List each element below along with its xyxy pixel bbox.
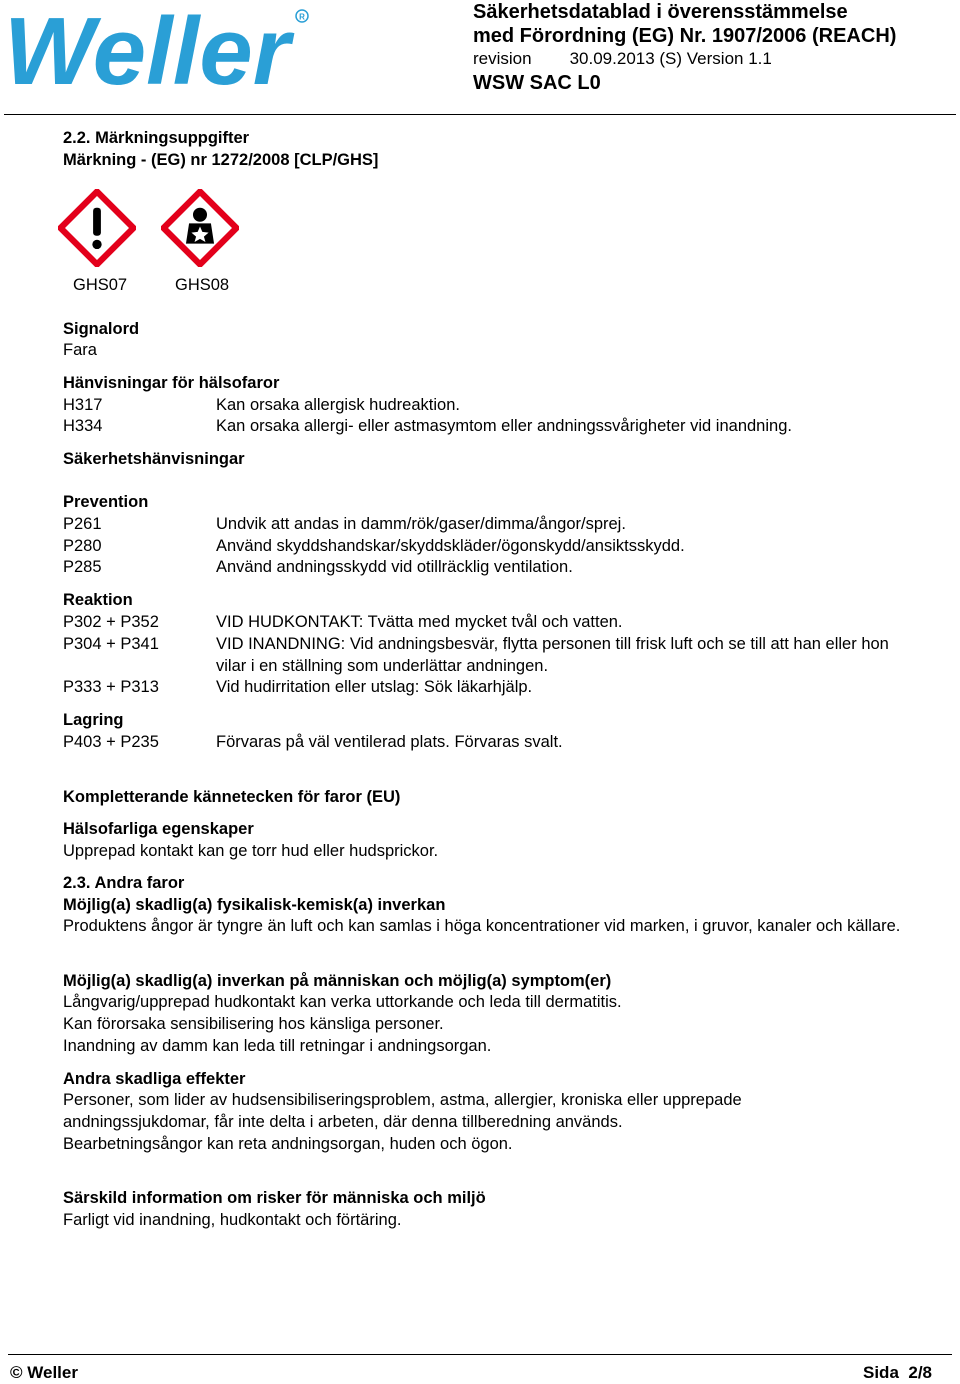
human-effects-label: Möjlig(a) skadlig(a) inverkan på människan och möjlig(a) symptom(er) (63, 972, 612, 990)
precaution-text: Undvik att andas in damm/rök/gaser/dimma/ångor/sprej. (216, 515, 626, 533)
special-risks-text: Farligt vid inandning, hudkontakt och förtäring. (63, 1211, 402, 1229)
supplemental-hazard-heading: Kompletterande kännetecken för faror (EU) (63, 788, 401, 806)
special-risks-label: Särskild information om risker för människa och miljö (63, 1189, 486, 1207)
signal-word-label: Signalord (63, 320, 140, 338)
precaution-code: P285 (63, 558, 102, 576)
precaution-code: P280 (63, 537, 102, 555)
precaution-text: Använd skyddshandskar/skyddskläder/ögonskydd/ansiktsskydd. (216, 537, 685, 555)
precaution-code: P403 + P235 (63, 733, 159, 751)
hazard-text: Kan orsaka allergi- eller astmasymtom eller andningssvårigheter vid inandning. (216, 417, 792, 435)
document-title-line2: med Förordning (EG) Nr. 1907/2006 (REACH) (473, 25, 897, 47)
other-effects-line: Personer, som lider av hudsensibiliseringsproblem, astma, allergier, kroniska eller upprepade andningssjukdomar, får inte delta i arbeten, där denna tillberedning används. (63, 1091, 742, 1131)
footer-copyright: © Weller (10, 1363, 78, 1382)
other-effects-line: Bearbetningsångor kan reta andningsorgan, huden och ögon. (63, 1135, 513, 1153)
product-name: WSW SAC L0 (473, 72, 601, 94)
precaution-text: Förvaras på väl ventilerad plats. Förvaras svalt. (216, 733, 563, 751)
precaution-text: Vid hudirritation eller utslag: Sök läkarhjälp. (216, 678, 533, 696)
precaution-text: Använd andningsskydd vid otillräcklig ventilation. (216, 558, 573, 576)
page-label: Sida (863, 1363, 899, 1382)
health-hazard-icon (161, 189, 239, 267)
hazard-code: H317 (63, 396, 103, 414)
signal-word: Fara (63, 341, 97, 359)
weller-logo-wordmark: Weller (4, 4, 295, 90)
document-title-line1: Säkerhetsdatablad i överensstämmelse (473, 1, 848, 23)
human-effects-line: Kan förorsaka sensibilisering hos känsliga personer. (63, 1015, 444, 1033)
section-2-3-heading: 2.3. Andra faror (63, 874, 185, 892)
hazard-statements-label: Hänvisningar för hälsofaror (63, 374, 280, 392)
human-effects-line: Långvarig/upprepad hudkontakt kan verka uttorkande och leda till dermatitis. (63, 993, 622, 1011)
physchem-effects-label: Möjlig(a) skadlig(a) fysikalisk-kemisk(a) inverkan (63, 896, 446, 914)
response-label: Reaktion (63, 591, 133, 609)
section-2-2-subheading: Märkning - (EG) nr 1272/2008 [CLP/GHS] (63, 151, 379, 169)
hazard-text: Kan orsaka allergisk hudreaktion. (216, 396, 460, 414)
precautionary-statements-label: Säkerhetshänvisningar (63, 450, 245, 468)
pictogram-code-ghs07: GHS07 (73, 276, 128, 294)
revision-line (473, 49, 772, 69)
weller-logo (4, 4, 309, 90)
precaution-code: P333 + P313 (63, 678, 159, 696)
pictogram-code-ghs08: GHS08 (175, 276, 230, 294)
storage-label: Lagring (63, 711, 124, 729)
exclamation-mark-icon (58, 189, 136, 267)
precaution-code: P304 + P341 (63, 635, 159, 653)
precaution-text: VID INANDNING: Vid andningsbesvär, flytta personen till frisk luft och se till att han eller hon vilar i en ställning som underlättar andningen. (216, 635, 889, 675)
health-properties-label: Hälsofarliga egenskaper (63, 820, 254, 838)
revision-label: revision (473, 49, 532, 68)
health-properties-text: Upprepad kontakt kan ge torr hud eller hudsprickor. (63, 842, 439, 860)
precaution-code: P261 (63, 515, 102, 533)
page-value: 2/8 (908, 1363, 932, 1382)
footer-divider (8, 1354, 952, 1355)
precaution-code: P302 + P352 (63, 613, 159, 631)
other-effects-label: Andra skadliga effekter (63, 1070, 246, 1088)
revision-value: 30.09.2013 (S) Version 1.1 (569, 49, 772, 68)
physchem-effects-text: Produktens ångor är tyngre än luft och kan samlas i höga koncentrationer vid marken, i gruvor, kanaler och källare. (63, 917, 901, 935)
section-2-2-heading: 2.2. Märkningsuppgifter (63, 129, 250, 147)
header-divider (4, 114, 956, 115)
human-effects-line: Inandning av damm kan leda till retningar i andningsorgan. (63, 1037, 492, 1055)
prevention-label: Prevention (63, 493, 149, 511)
svg-text:R: R (299, 12, 305, 22)
precaution-text: VID HUDKONTAKT: Tvätta med mycket tvål och vatten. (216, 613, 623, 631)
hazard-code: H334 (63, 417, 103, 435)
